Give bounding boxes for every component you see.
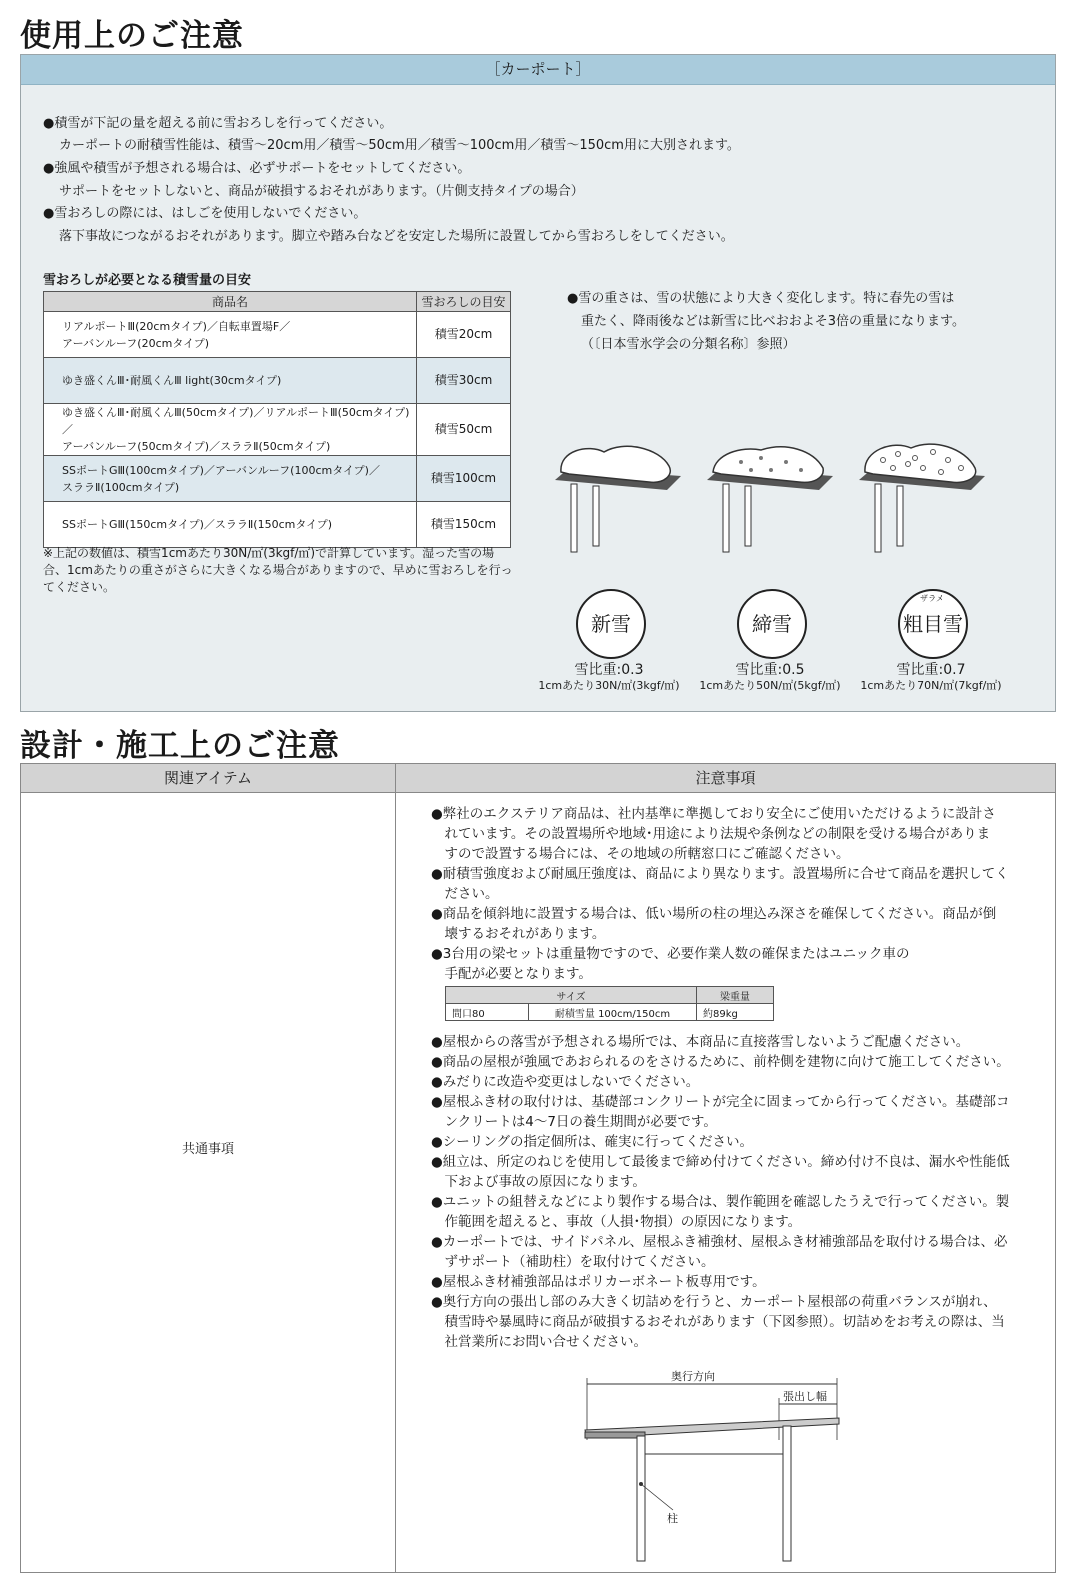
note-line: ●組立は、所定のねじを使用して最後まで締め付けてください。締め付け不良は、漏水や性能低 (431, 1154, 1010, 1170)
item-common: 共通事項 (181, 1142, 234, 1157)
table-row (44, 502, 511, 548)
note-line: ずサポート（補助柱）を取付けてください。 (431, 1254, 715, 1270)
caution-detail: サポートをセットしないと、商品が破損するおそれがあります。（片側支持タイプの場合） (59, 184, 584, 199)
product-name: ゆき盛くんⅢ･耐風くんⅢ light(30cmタイプ) (62, 374, 282, 387)
note-line: ●みだりに改造や変更はしないでください。 (431, 1074, 700, 1090)
note-line: 壊するおそれがあります。 (431, 926, 606, 942)
note-line: ●商品を傾斜地に設置する場合は、低い場所の柱の埋込み深さを確保してください。商品が倒 (431, 906, 997, 922)
note-line: ださい。 (431, 886, 499, 902)
snow-depth: 積雪100cm (417, 456, 511, 502)
notes-group-a (431, 804, 1031, 984)
table-row (44, 404, 511, 456)
size-head: サイズ (446, 987, 697, 1004)
snow-capacity: 耐積雪量 100cm/150cm (529, 1004, 697, 1021)
carport-granular-snow-illustration (859, 444, 985, 552)
depth-label: 奥行方向 (671, 1370, 715, 1383)
note-line: ●弊社のエクステリア商品は、社内基準に準拠しており安全にご使用いただけるように設計さ (431, 806, 996, 822)
overhang-label: 張出し幅 (783, 1390, 827, 1403)
caution-bullet: ●強風や積雪が予想される場合は、必ずサポートをセットしてください。 (43, 161, 471, 176)
product-name: ゆき盛くんⅢ･耐風くんⅢ(50cmタイプ)／リアルポートⅢ(50cmタイプ)／ (62, 406, 410, 436)
col-notes: 注意事項 (396, 764, 1055, 793)
product-name-cont: アーバンルーフ(50cmタイプ)／スララⅡ(50cmタイプ) (62, 440, 331, 453)
notes-group-b (431, 1032, 1031, 1352)
beam-weight: 約89kg (697, 1004, 774, 1021)
carport-caution-panel (20, 54, 1056, 712)
snow-weight-note (567, 287, 1007, 356)
carport-compact-snow-illustration (707, 447, 833, 552)
caution-detail: 落下事故につながるおそれがあります。脚立や踏み台などを安定した場所に設置してから雪おろしをしてください。 (59, 229, 734, 244)
note-line: ●屋根ふき材の取付けは、基礎部コンクリートが完全に固まってから行ってください。基礎部コ (431, 1094, 1010, 1110)
product-name: リアルポートⅢ(20cmタイプ)／自転車置場F／ (62, 319, 291, 333)
note-line: 作範囲を超えると、事故（人損･物損）の原因になります。 (431, 1214, 802, 1230)
snow-depth: 積雪20cm (417, 312, 511, 358)
snow-type-compact: 締雪 (737, 589, 807, 659)
weight-note-line: 重たく、降雨後などは新雪に比べおおよそ3倍の重量になります。 (581, 314, 965, 329)
snow-gravity: 雪比重:0.7 (896, 662, 966, 678)
snow-ruby: ザラメ (920, 594, 944, 603)
note-line: ●屋根ふき材補強部品はポリカーボネート板専用です。 (431, 1274, 766, 1290)
caution-bullet: ●雪おろしの際には、はしごを使用しないでください。 (43, 206, 367, 221)
snow-type-granular: 粗目雪 (898, 589, 968, 659)
note-line: 下および事故の原因になります。 (431, 1174, 646, 1190)
caution-detail: カーポートの耐積雪性能は、積雪～20cm用／積雪～50cm用／積雪～100cm用／積雪～150cm用に大別されます。 (59, 138, 740, 153)
col-product-name: 商品名 (44, 292, 417, 312)
weight-note-line: ●雪の重さは、雪の状態により大きく変化します。特に春先の雪は (567, 291, 955, 306)
snow-carport-illustrations (549, 440, 1029, 560)
snow-gravity: 雪比重:0.3 (574, 662, 644, 678)
note-line: ●屋根からの落雪が予想される場所では、本商品に直接落雪しないようご配慮ください。 (431, 1034, 970, 1050)
section-title-design: 設計・施工上のご注意 (20, 728, 340, 764)
table-footnote: ※上記の数値は、積雪1cmあたり30N/㎡(3kgf/㎡)で計算しています。湿った雪の場合、1cmあたりの重さがさらに大きくなる場合がありますので、早めに雪おろしを行ってください。 (43, 546, 513, 594)
note-line: ●シーリングの指定個所は、確実に行ってください。 (431, 1134, 754, 1150)
weight-note-line: （〔日本雪氷学会の分類名称〕参照） (581, 337, 796, 352)
note-line: 手配が必要となります。 (431, 966, 592, 982)
note-line: ●商品の屋根が強風であおられるのをさけるために、前枠側を建物に向けて施工してください。 (431, 1054, 1010, 1070)
product-name: SSポートGⅢ(100cmタイプ)／アーバンルーフ(100cmタイプ)／ (62, 463, 380, 477)
col-removal-guide: 雪おろしの目安 (417, 292, 511, 312)
table-row (44, 312, 511, 358)
note-line: 社営業所にお問い合せください。 (431, 1334, 647, 1350)
note-line: ンクリートは4～7日の養生期間が必要です。 (431, 1114, 717, 1130)
design-caution-table (20, 763, 1056, 1573)
note-line: れています。その設置場所や地域･用途により法規や条例などの制限を受ける場合がありま (431, 826, 991, 842)
post-label: 柱 (667, 1512, 678, 1525)
table-row (44, 358, 511, 404)
table-row (44, 456, 511, 502)
carport-header: ［カーポート］ (21, 55, 1055, 85)
frontage: 間口80 (446, 1004, 529, 1021)
note-line: ●奥行方向の張出し部のみ大きく切詰めを行うと、カーポート屋根部の荷重バランスが崩れ、 (431, 1294, 997, 1310)
snow-depth: 積雪150cm (417, 502, 511, 548)
beam-size-table (445, 986, 774, 1021)
product-name-cont: スララⅡ(100cmタイプ) (62, 480, 180, 494)
snow-gravity: 雪比重:0.5 (735, 662, 805, 678)
product-name: SSポートGⅢ(150cmタイプ)／スララⅡ(150cmタイプ) (62, 518, 333, 531)
weight-head: 梁重量 (697, 987, 774, 1004)
carport-fresh-snow-illustration (555, 446, 681, 552)
col-related-item: 関連アイテム (21, 764, 396, 793)
snow-load: 1cmあたり30N/㎡(3kgf/㎡) (538, 679, 680, 692)
note-line: ●3台用の梁セットは重量物ですので、必要作業人数の確保またはユニック車の (431, 946, 910, 962)
note-line: すので設置する場合には、その地域の所轄窓口にご確認ください。 (431, 846, 850, 862)
snow-type-fresh: 新雪 (576, 589, 646, 659)
note-line: ●耐積雪強度および耐風圧強度は、商品により異なります。設置場所に合せて商品を選択してく (431, 866, 1009, 882)
product-name-cont: アーバンルーフ(20cmタイプ) (62, 336, 210, 350)
snow-table-title: 雪おろしが必要となる積雪量の目安 (43, 273, 252, 288)
snow-depth: 積雪30cm (417, 358, 511, 404)
note-line: ●ユニットの組替えなどにより製作する場合は、製作範囲を確認したうえで行ってください。製 (431, 1194, 1010, 1210)
snow-load: 1cmあたり70N/㎡(7kgf/㎡) (860, 679, 1002, 692)
snow-load: 1cmあたり50N/㎡(5kgf/㎡) (699, 679, 841, 692)
snow-removal-table (43, 291, 511, 548)
snow-depth: 積雪50cm (417, 404, 511, 456)
note-line: ●カーポートでは、サイドパネル、屋根ふき補強材、屋根ふき材補強部品を取付ける場合は、必 (431, 1234, 1008, 1250)
note-line: 積雪時や暴風時に商品が破損するおそれがあります（下図参照）。切詰めをお考えの際は、当 (431, 1314, 1005, 1330)
section-title-usage: 使用上のご注意 (20, 18, 244, 54)
caution-bullet: ●積雪が下記の量を超える前に雪おろしを行ってください。 (43, 116, 393, 131)
